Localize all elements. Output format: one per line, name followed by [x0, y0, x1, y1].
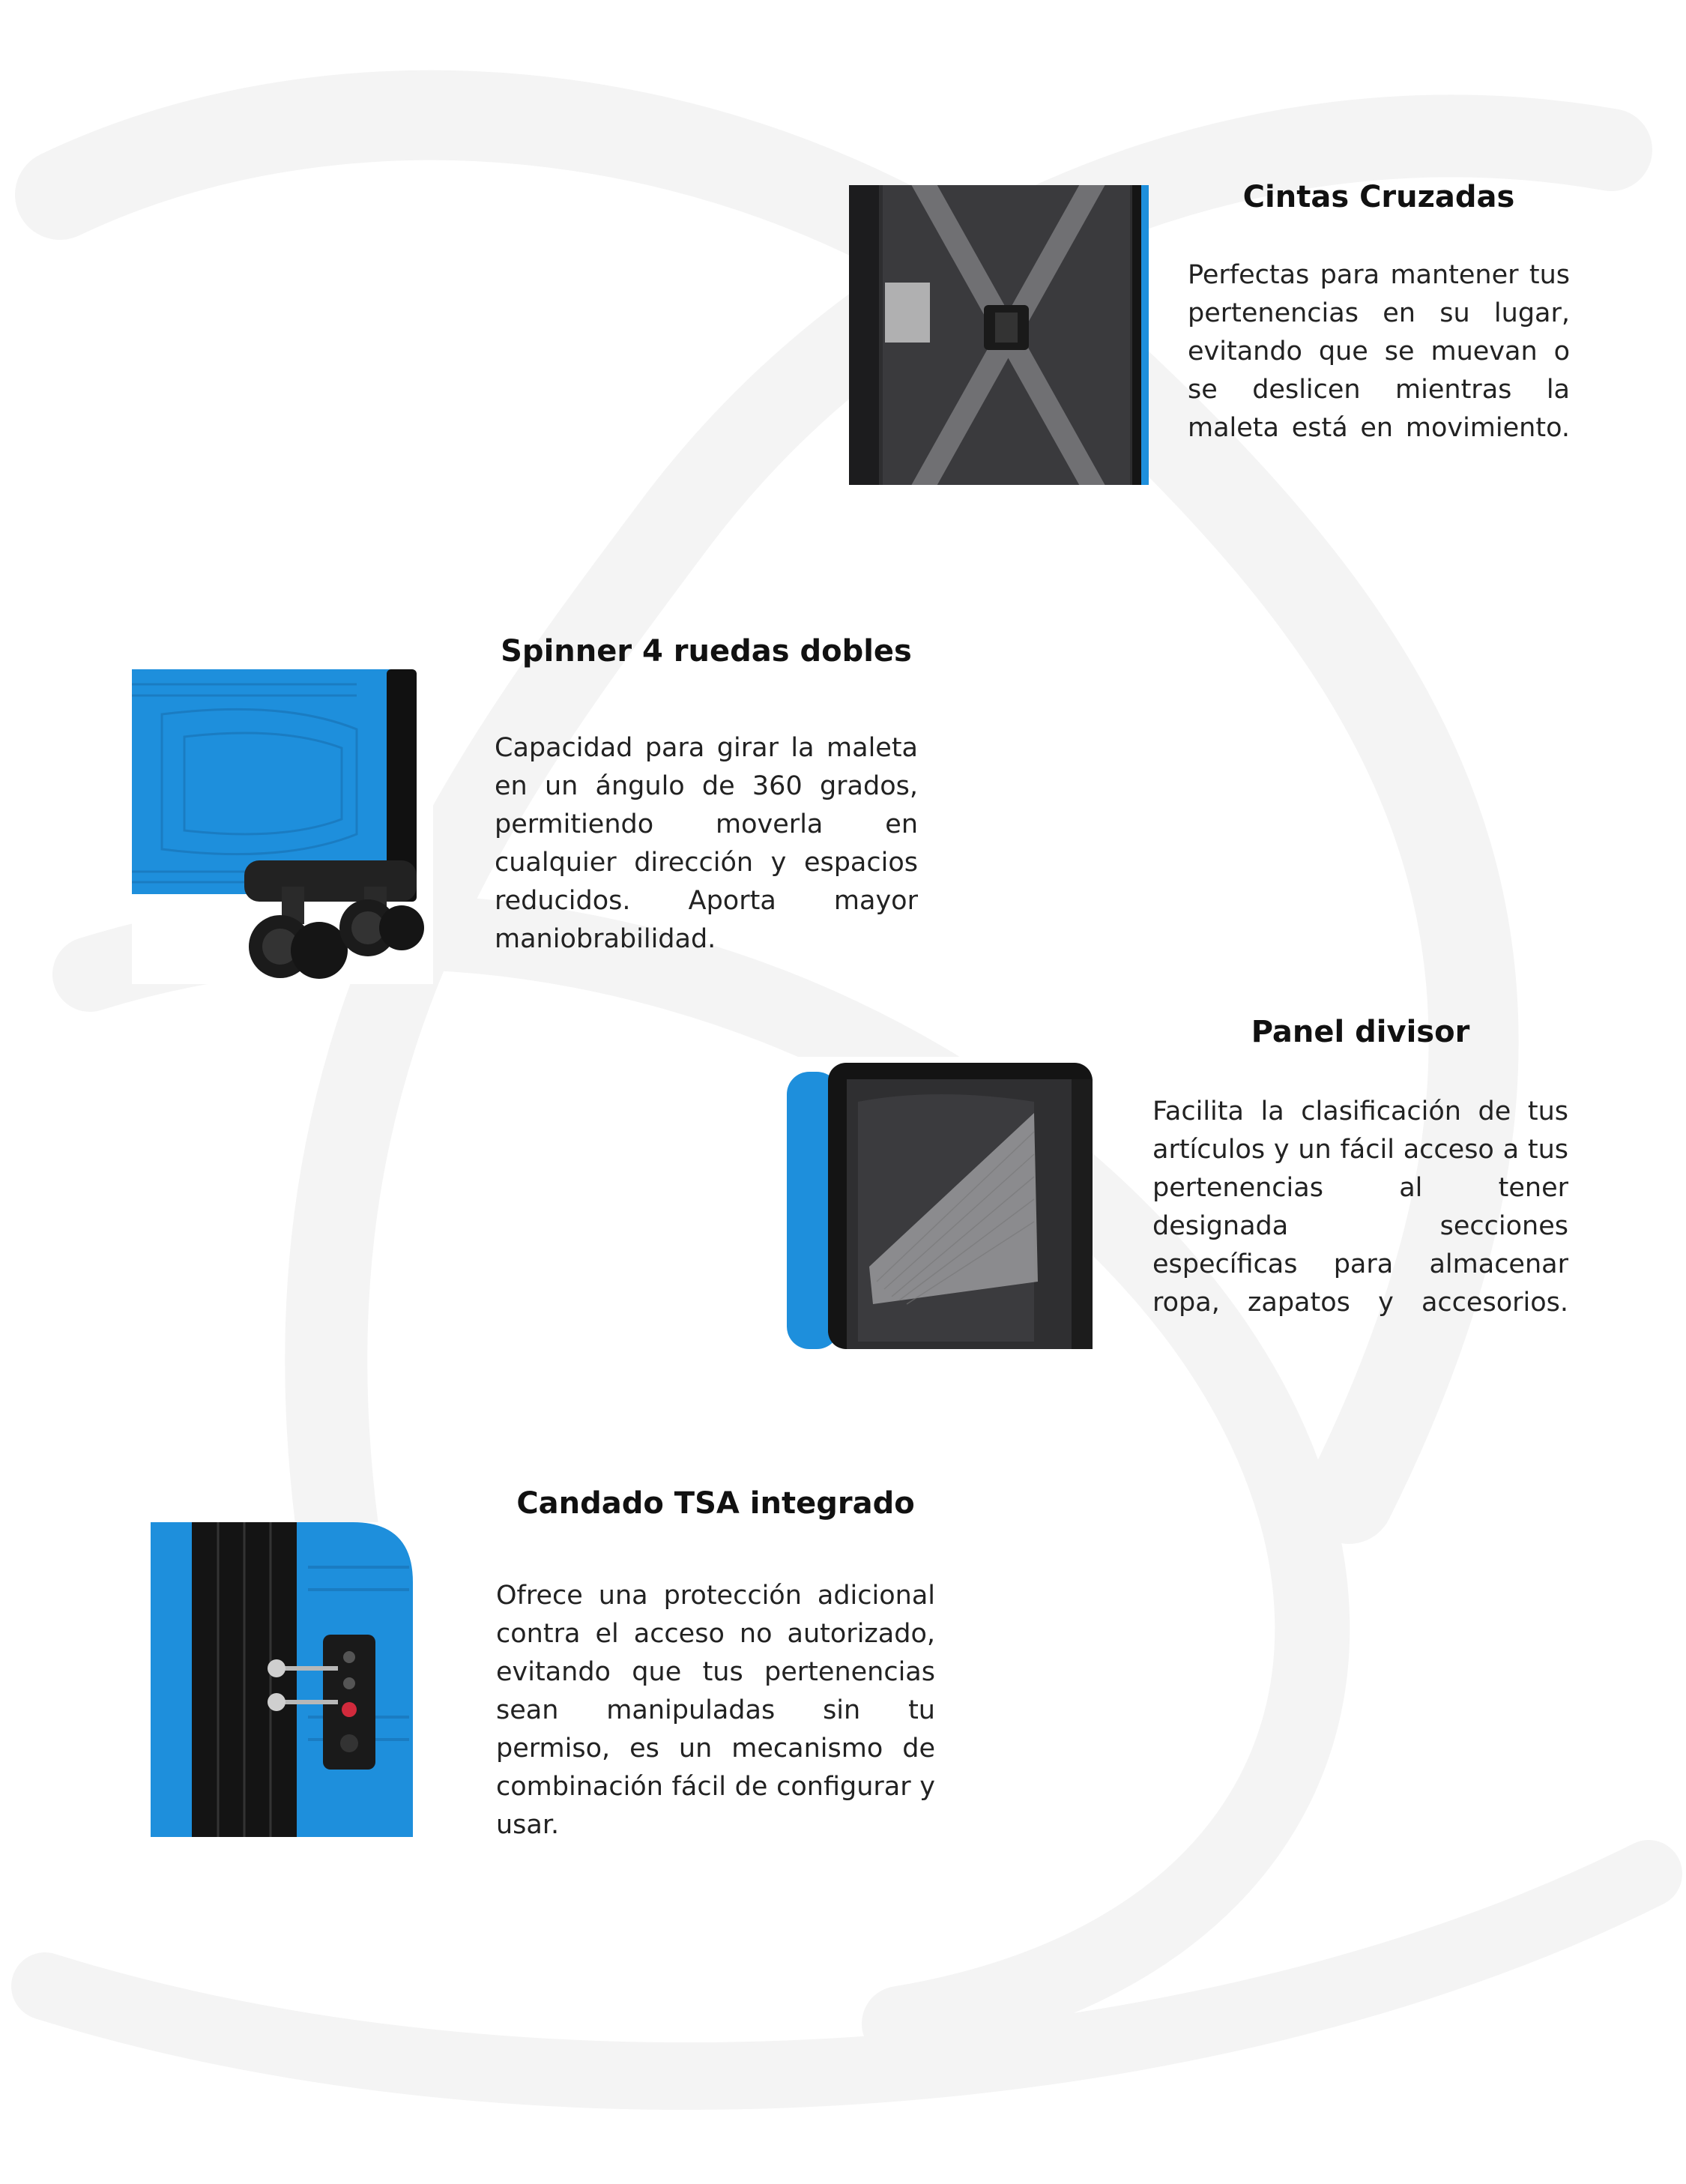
feature-description-spinner: Capacidad para girar la maleta en un ángulo de 360 grados, permitiendo moverla en cualquier dirección y espacios reducidos. Aporta mayor maniobrabilidad. — [495, 733, 918, 954]
feature-description-panel-divisor: Facilita la clasificación de tus artículos y un fácil acceso a tus pertenencias al tener designada secciones específicas para almacenar ropa, zapatos y accesorios. — [1152, 1096, 1568, 1318]
spinner-wheels-photo — [132, 669, 433, 984]
feature-title-panel-divisor: Panel divisor — [1251, 1015, 1470, 1049]
feature-description-cintas-cruzadas: Perfectas para mantener tus pertenencias en su lugar, evitando que se muevan o se deslicen mientras la maleta está en movimiento. — [1188, 260, 1570, 443]
feature-description-candado-tsa: Ofrece una protección adicional contra el acceso no autorizado, evitando que tus pertenencias sean manipuladas sin tu permiso, es un mecanismo de combinación fácil de configurar y usar. — [496, 1581, 935, 1840]
crossed-straps-photo — [849, 185, 1149, 485]
feature-title-candado-tsa: Candado TSA integrado — [516, 1486, 915, 1521]
tsa-lock-photo — [151, 1522, 424, 1837]
feature-title-cintas-cruzadas: Cintas Cruzadas — [1242, 180, 1515, 214]
divider-panel-photo — [787, 1057, 1093, 1349]
feature-title-spinner: Spinner 4 ruedas dobles — [501, 634, 912, 669]
